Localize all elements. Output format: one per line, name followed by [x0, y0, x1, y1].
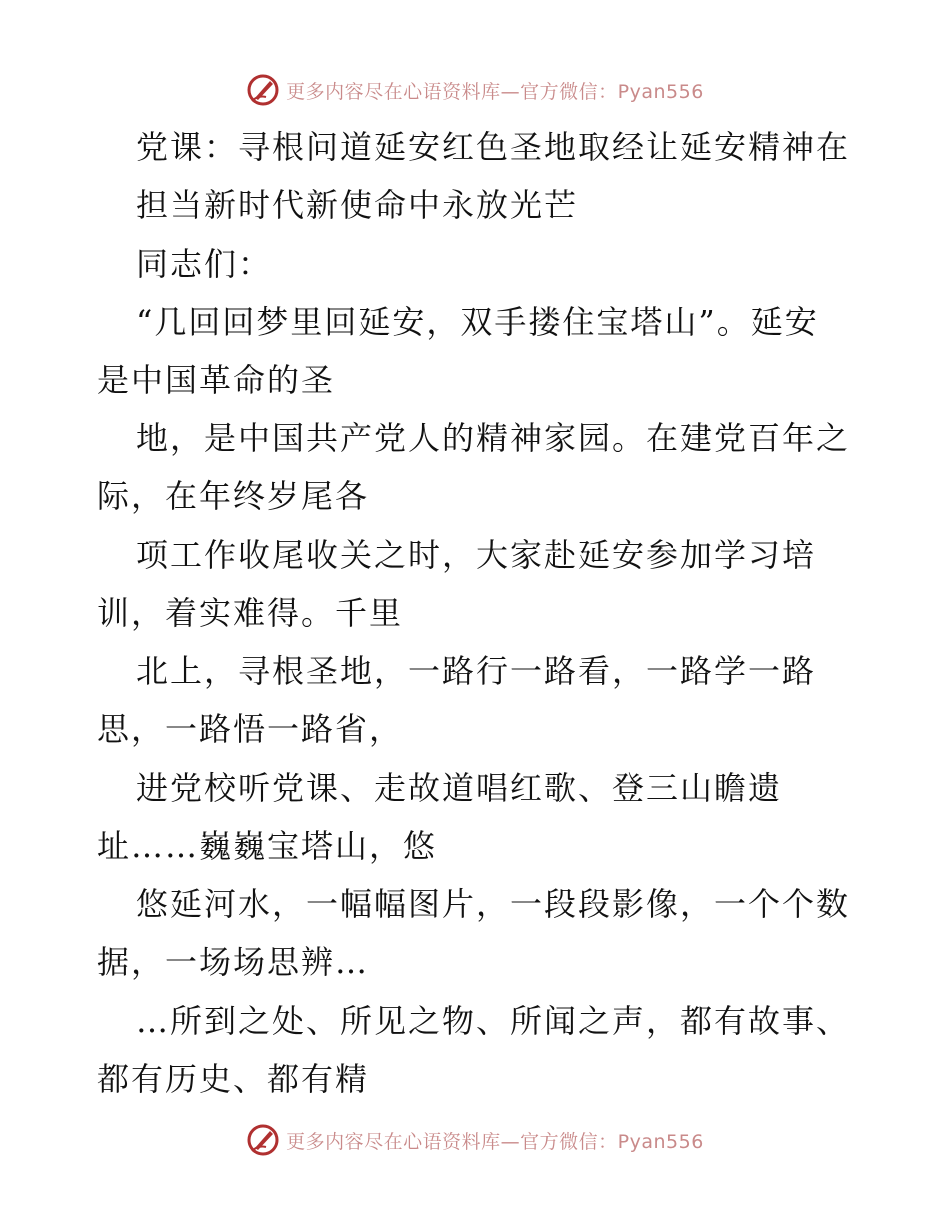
paragraph-line: 址……巍巍宝塔山，悠 — [97, 827, 438, 865]
paragraph-line: 际，在年终岁尾各 — [97, 477, 370, 515]
salutation-line: 同志们： — [136, 245, 273, 283]
paragraph-line: “几回回梦里回延安，双手搂住宝塔山”。延安 — [136, 303, 819, 341]
document-title-line-2: 担当新时代新使命中永放光芒 — [136, 186, 579, 224]
footer-banner — [0, 1120, 950, 1160]
red-quill-seal-icon — [246, 73, 280, 107]
paragraph-line: 项工作收尾收关之时，大家赴延安参加学习培 — [136, 536, 817, 574]
paragraph-line: 是中国革命的圣 — [97, 361, 336, 399]
paragraph-line: 地，是中国共产党人的精神家园。在建党百年之 — [136, 419, 851, 457]
paragraph-line: 思，一路悟一路省， — [97, 710, 404, 748]
header-banner — [0, 70, 950, 110]
paragraph-line: 北上，寻根圣地，一路行一路看，一路学一路 — [136, 652, 817, 690]
paragraph-line: 都有历史、都有精 — [97, 1060, 370, 1098]
paragraph-line: 进党校听党课、走故道唱红歌、登三山瞻遗 — [136, 769, 783, 807]
red-quill-seal-icon — [246, 1123, 280, 1157]
paragraph-line: 训，着实难得。千里 — [97, 594, 404, 632]
paragraph-line: 悠延河水，一幅幅图片，一段段影像，一个个数 — [136, 885, 851, 923]
document-title-line-1: 党课：寻根问道延安红色圣地取经让延安精神在 — [136, 128, 851, 166]
footer-banner-text: 更多内容尽在心语资料库—官方微信：Pyan556 — [286, 1130, 704, 1153]
paragraph-line: 据，一场场思辨… — [97, 943, 370, 981]
header-banner-text: 更多内容尽在心语资料库—官方微信：Pyan556 — [286, 80, 704, 103]
paragraph-line: …所到之处、所见之物、所闻之声，都有故事、 — [136, 1002, 851, 1040]
